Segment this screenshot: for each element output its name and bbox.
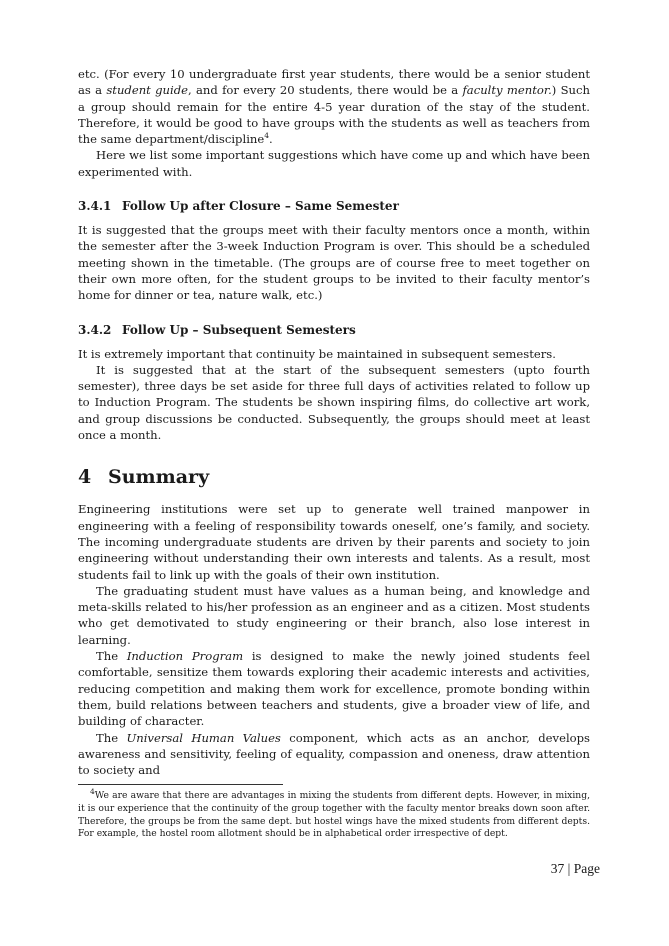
emphasis-student-guide: student guide xyxy=(106,83,189,98)
footnote-ref[interactable]: 4 xyxy=(264,131,270,141)
text-run: etc. (For every 10 undergraduate first year students, there would be a senior student as a xyxy=(78,67,590,98)
text-run: component, which acts as an anchor, develops awareness and sensitivity, feeling of equality, compassion and oneness, draw attention to society and xyxy=(78,730,590,778)
section-number: 4 xyxy=(78,466,92,489)
footnote-divider xyxy=(78,784,283,785)
paragraph: It is suggested that at the start of the subsequent semesters (upto fourth semester), three days be set aside for three full days of activities related to follow up to Induction Program. The students be shown inspiring films, do collective art work, and group discussions be conducted. Subsequently, the groups should meet at least once a month. xyxy=(78,362,590,443)
paragraph: It is extremely important that continuity be maintained in subsequent semesters. xyxy=(78,346,556,361)
footnote xyxy=(78,787,590,840)
subsection-number: 3.4.2 xyxy=(78,322,112,337)
subsection-title: Follow Up – Subsequent Semesters xyxy=(122,322,356,337)
subsection-heading-3-4-2 xyxy=(78,322,590,338)
text-run: , and for every 20 students, there would be a xyxy=(188,83,463,98)
text-run: The xyxy=(96,730,127,745)
page-number: 37 | Page xyxy=(550,861,600,876)
emphasis-universal-human-values: Universal Human Values xyxy=(126,730,281,745)
text-run: The xyxy=(96,649,127,664)
paragraph: It is suggested that the groups meet with their faculty mentors once a month, within the semester after the 3-week Induction Program is over. This should be a scheduled meeting shown in the timetable. (The groups are of course free to meet together on their own more often, for the student groups to be invited to their faculty mentor’s home for dinner or tea, nature walk, etc.) xyxy=(78,223,590,303)
page-body xyxy=(78,66,590,841)
text-run: is designed to make the newly joined students feel comfortable, sensitize them towards exploring their academic interests and activities, reducing competition and making them work for excellence, promote bonding within them, build relations between teachers and students, give a broader view of life, and building of character. xyxy=(78,649,590,729)
intro-paragraph xyxy=(78,66,590,147)
paragraph xyxy=(78,648,590,729)
emphasis-induction-program: Induction Program xyxy=(126,649,244,664)
emphasis-faculty-mentor: faculty mentor. xyxy=(462,83,552,98)
text-run: ) Such a group should remain for the entire 4-5 year duration of the stay of the student. Therefore, it would be good to have groups with the students as well as teachers from the same department/discipline xyxy=(78,83,590,147)
intro-paragraph-2: Here we list some important suggestions which have come up and which have been experimented with. xyxy=(78,148,590,179)
subsection-number: 3.4.1 xyxy=(78,199,112,214)
paragraph: The graduating student must have values as a human being, and knowledge and meta-skills related to his/her profession as an engineer and as a citizen. Most students who get demotivated to study engineering or their branch, also lose interest in learning. xyxy=(78,583,590,647)
section-heading-summary xyxy=(78,465,590,489)
subsection-heading-3-4-1 xyxy=(78,198,590,214)
text-run: . xyxy=(269,132,273,147)
section-title: Summary xyxy=(108,466,210,489)
paragraph: Engineering institutions were set up to generate well trained manpower in engineering with a feeling of responsibility towards oneself, one’s family, and society. The incoming undergraduate students are driven by their parents and society to join engineering without understanding their own interests and talents. As a result, most students fail to link up with the goals of their own institution. xyxy=(78,502,590,582)
subsection-title: Follow Up after Closure – Same Semester xyxy=(122,199,399,214)
paragraph xyxy=(78,730,590,779)
footnote-mark: 4 xyxy=(90,787,95,797)
footnote-text: We are aware that there are advantages in mixing the students from different depts. However, in mixing, it is our experience that the continuity of the group together with the faculty mentor breaks down soon after. Therefore, the groups be from the same dept. but hostel wings have the mixed students from different depts. For example, the hostel room allotment should be in alphabetical order irrespective of dept. xyxy=(78,790,590,840)
